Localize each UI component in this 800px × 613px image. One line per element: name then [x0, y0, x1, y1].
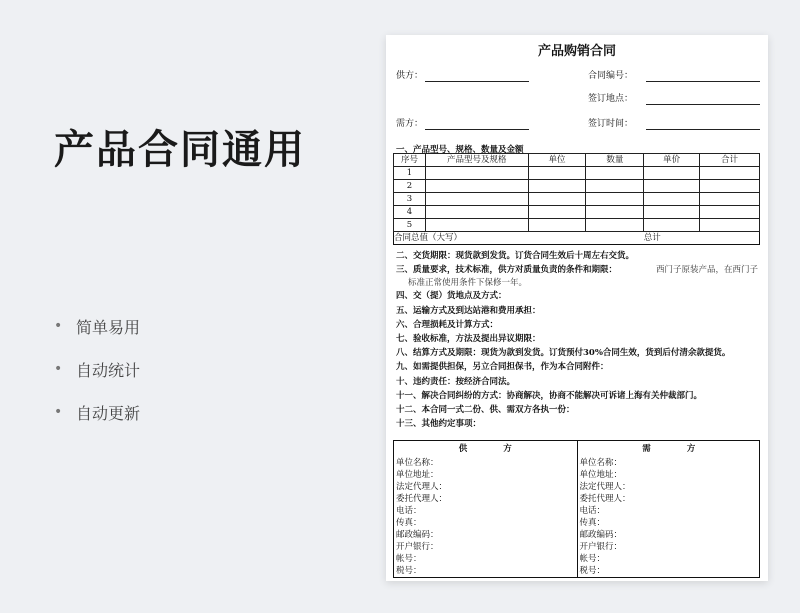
- sign-time-underline: [646, 129, 760, 130]
- party-field: 税号：: [579, 566, 606, 576]
- sign-place-label: 签订地点：: [588, 94, 634, 104]
- feature-list: [54, 315, 140, 444]
- table-header-cell: 序号: [394, 154, 426, 167]
- clause-item: 七、验收标准，方法及提出异议期限：: [396, 333, 541, 344]
- party-field: 开户银行：: [579, 542, 623, 552]
- table-row: [394, 180, 760, 193]
- table-header-cell: 单位: [528, 154, 586, 167]
- feature-label: 自动更新: [76, 403, 141, 423]
- table-row: [394, 193, 760, 206]
- party-field: 法定代理人：: [579, 482, 631, 492]
- party-field: 单位地址：: [579, 470, 623, 480]
- demander-heading: 需方: [642, 444, 732, 454]
- contract-no-label: 合同编号：: [588, 71, 634, 81]
- clause-extra: 西门子原装产品，在西门子: [655, 265, 758, 276]
- bullet-icon: •: [54, 404, 63, 420]
- clause-item: 四、交（提）货地点及方式：: [396, 291, 507, 302]
- demander-label: 需方：: [396, 119, 424, 129]
- supplier-label: 供方：: [396, 71, 424, 81]
- row-number: 1: [394, 167, 426, 180]
- clause-item: 九、如需提供担保，另立合同担保书，作为本合同附件：: [396, 362, 609, 373]
- promo-title: 产品合同通用: [54, 127, 306, 173]
- total-row: [394, 232, 760, 245]
- demander-underline: [425, 129, 529, 130]
- contract-no-underline: [646, 81, 760, 82]
- table-row: [394, 206, 760, 219]
- table-row: [394, 219, 760, 232]
- party-info-box: [393, 440, 760, 578]
- clause-item: 五、运输方式及到达站港和费用承担：: [396, 305, 541, 316]
- table-header-cell: 产品型号及规格: [425, 154, 528, 167]
- table-header-row: [394, 154, 760, 167]
- party-field: 传真：: [579, 518, 606, 528]
- party-field: 帐号：: [396, 554, 422, 564]
- clause-list: [396, 250, 762, 432]
- section-title: 一、产品型号、规格、数量及金额: [396, 145, 524, 155]
- sign-time-label: 签订时间：: [588, 119, 634, 129]
- party-field: 邮政编码：: [396, 530, 439, 540]
- row-number: 5: [394, 219, 426, 232]
- total-label: 合同总值（大写）: [394, 232, 644, 245]
- feature-item: [54, 358, 140, 380]
- row-number: 2: [394, 180, 426, 193]
- party-field: 委托代理人：: [396, 494, 448, 504]
- document-title: 产品购销合同: [537, 44, 616, 59]
- party-field: 传真：: [396, 518, 422, 528]
- table-row: [394, 167, 760, 180]
- demander-column: [577, 441, 761, 577]
- table-header-cell: 数量: [586, 154, 644, 167]
- party-field: 帐号：: [579, 554, 606, 564]
- sign-place-underline: [646, 104, 760, 105]
- party-field: 单位名称：: [579, 458, 623, 468]
- party-field: 委托代理人：: [579, 494, 631, 504]
- feature-item: [54, 315, 140, 337]
- row-number: 4: [394, 206, 426, 219]
- party-field: 开户银行：: [396, 542, 439, 552]
- supplier-heading: 供方: [458, 444, 548, 454]
- feature-label: 简单易用: [76, 317, 141, 337]
- party-field: 法定代理人：: [396, 482, 448, 492]
- clause-text: 三、质量要求，技术标准，供方对质量负责的条件和期限：: [396, 265, 618, 276]
- party-field: 电话：: [396, 506, 422, 516]
- party-field: 电话：: [579, 506, 606, 516]
- clause-item: 八、结算方式及期限：现货为款到发货。订货预付30%合同生效，货到后付清余款提货。: [396, 348, 731, 359]
- clause-item: [396, 264, 762, 278]
- party-field: 税号：: [396, 566, 422, 576]
- clause-item: 六、合理损耗及计算方式：: [396, 319, 499, 330]
- party-field: 邮政编码：: [579, 530, 623, 540]
- clause-item: 十三、其他约定事项：: [396, 419, 482, 430]
- bullet-icon: •: [54, 361, 63, 377]
- sum-label: 总计: [644, 232, 760, 245]
- bullet-icon: •: [54, 318, 63, 334]
- party-field: 单位地址：: [396, 470, 439, 480]
- clause-item: 十一、解决合同纠纷的方式：协商解决，协商不能解决可诉诸上海有关仲裁部门。: [396, 390, 703, 401]
- supplier-column: [394, 441, 577, 577]
- table-header-cell: 合计: [700, 154, 760, 167]
- clause-item: 十二、本合同一式二份、供、需双方各执一份：: [396, 404, 575, 415]
- party-field: 单位名称：: [396, 458, 439, 468]
- clause-item: 二、交货期限：现货款到发货。订货合同生效后十周左右交货。: [396, 251, 635, 261]
- product-table: [393, 153, 760, 245]
- contract-document: [386, 35, 768, 581]
- clause-subtext: 标准正常使用条件下保修一年。: [408, 278, 528, 289]
- row-number: 3: [394, 193, 426, 206]
- clause-item: 十、违约责任：按经济合同法。: [396, 376, 516, 387]
- supplier-underline: [425, 81, 529, 82]
- table-header-cell: 单价: [644, 154, 700, 167]
- feature-item: [54, 401, 140, 423]
- feature-label: 自动统计: [76, 360, 141, 380]
